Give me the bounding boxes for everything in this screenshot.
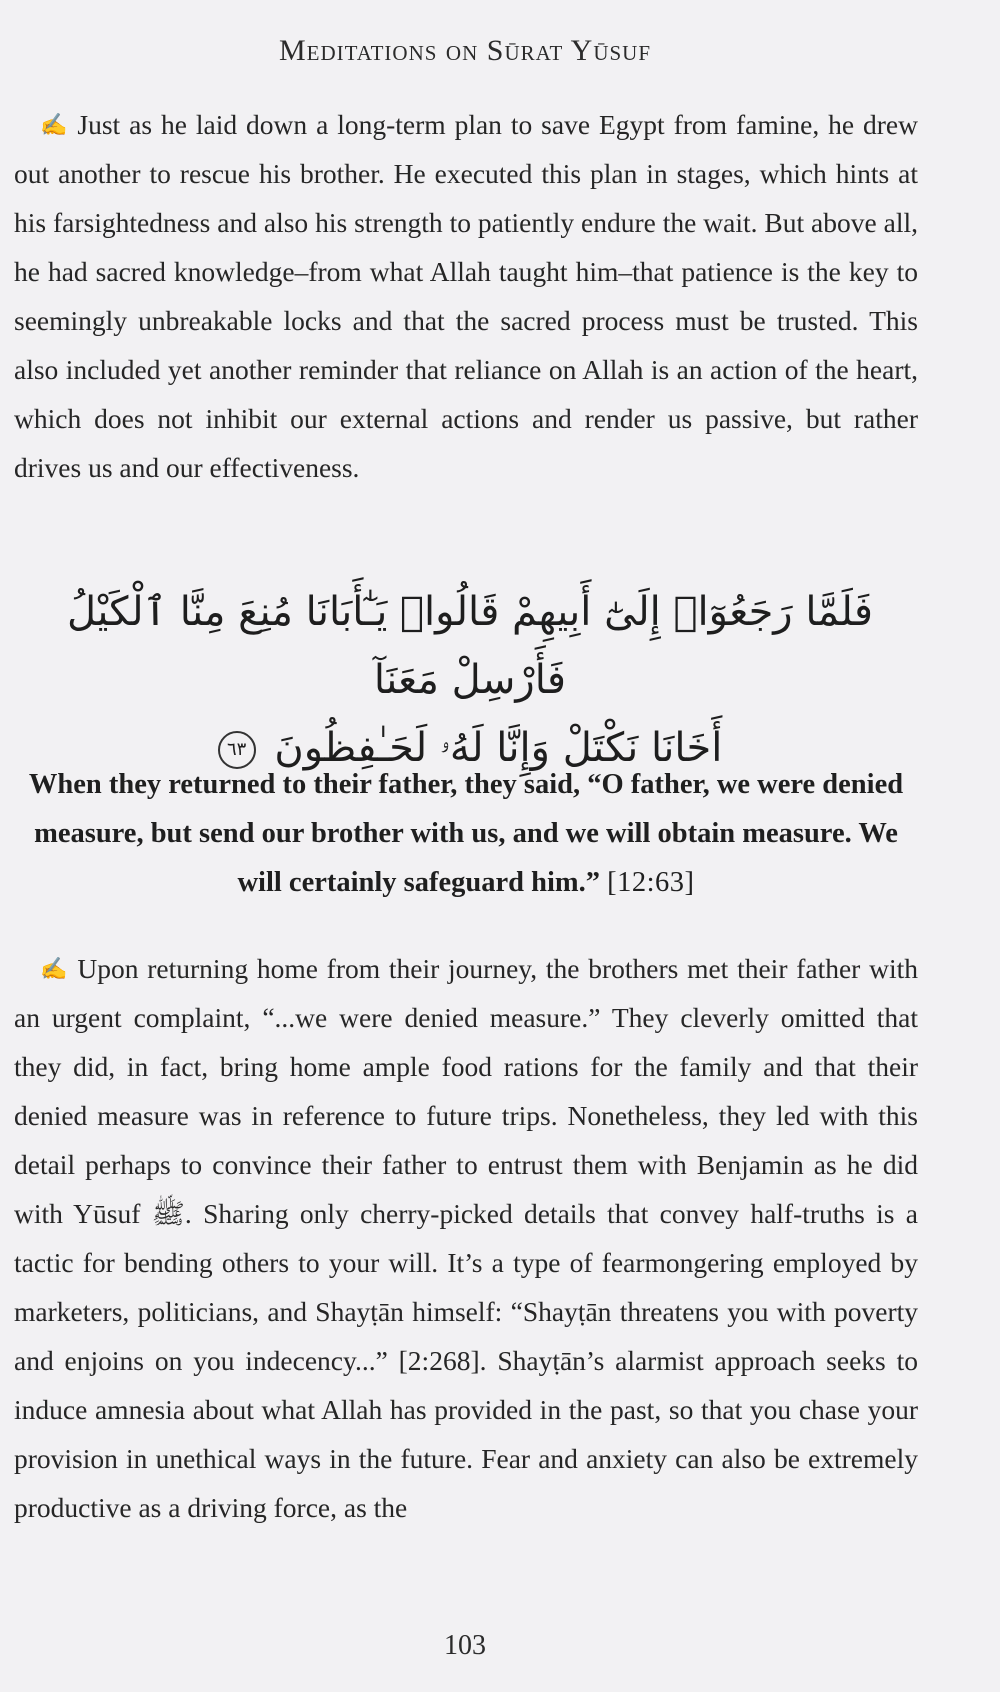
pencil-icon: ✍ bbox=[40, 112, 68, 137]
running-head: Meditations on Sūrat Yūsuf bbox=[278, 34, 652, 67]
paragraph-2-text: Upon returning home from their journey, the brothers met their father with an urgent complaint, “...we were denied measure.” They cleverly omitted that they did, in fact, bring home ample food rations for the family and that their denied measure was in reference to future trips. Nonetheless, they led with this detail perhaps to convince their father to entrust them with Benjamin as he did with Yūsuf ﷺ. Sharing only cherry-picked details that convey half-truths is a tactic for bending others to your will. It’s a type of fearmongering employed by marketers, politicians, and Shayṭān himself: “Shayṭān threatens you with poverty and enjoins on you indecency...” [2:268]. Shayṭān’s alarmist approach seeks to induce amnesia about what Allah has provided in the past, so that you chase your provision in unethical ways in the future. Fear and anxiety can also be extremely productive as a driving force, as the bbox=[14, 953, 918, 1523]
arabic-line-2: أَخَانَا نَكْتَلْ وَإِنَّا لَهُۥ لَحَـٰفِظُونَ bbox=[274, 725, 723, 771]
quran-verse-arabic bbox=[30, 578, 910, 782]
paragraph-1 bbox=[14, 100, 918, 492]
pencil-icon: ✍ bbox=[40, 956, 68, 981]
verse-translation-text: When they returned to their father, they said, “O father, we were denied measure, but send our brother with us, and we will obtain measure. We will certainly safeguard him.” bbox=[28, 769, 904, 898]
arabic-line-1: فَلَمَّا رَجَعُوٓا۟ إِلَىٰٓ أَبِيهِمْ قَالُوا۟ يَـٰٓأَبَانَا مُنِعَ مِنَّا ٱلْكَيْلُ فَأَرْسِلْ مَعَنَآ bbox=[66, 589, 874, 703]
ayah-number-marker: ٦٣ bbox=[218, 731, 256, 769]
verse-translation bbox=[14, 760, 918, 907]
paragraph-1-text: Just as he laid down a long-term plan to save Egypt from famine, he drew out another to rescue his brother. He executed this plan in stages, which hints at his farsightedness and also his strength to patiently endure the wait. But above all, he had sacred knowledge–from what Allah taught him–that patience is the key to seemingly unbreakable locks and that the sacred process must be trusted. This also included yet another reminder that reliance on Allah is an action of the heart, which does not inhibit our external actions and render us passive, but rather drives us and our effectiveness. bbox=[14, 109, 918, 483]
paragraph-2 bbox=[14, 944, 918, 1532]
page-number: 103 bbox=[444, 1630, 486, 1661]
verse-reference: [12:63] bbox=[607, 867, 695, 898]
